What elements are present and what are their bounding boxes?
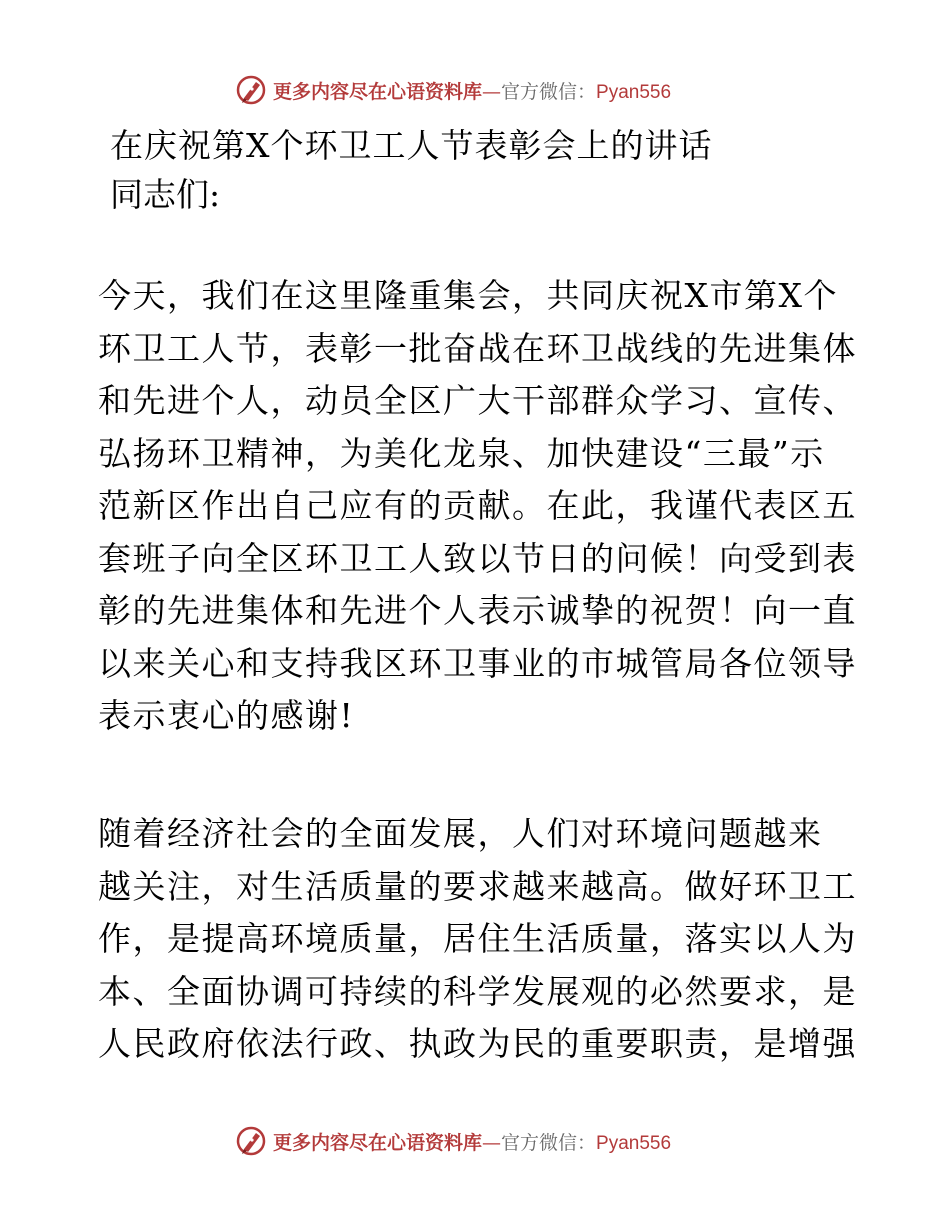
watermark-brand: 更多内容尽在心语资料库 <box>273 80 483 103</box>
paragraph <box>98 808 858 1071</box>
watermark-label: 官方微信： <box>501 80 597 103</box>
paragraph-line: 彰的先进集体和先进个人表示诚挚的祝贺！向一直 <box>98 591 857 630</box>
paragraph-line: 人民政府依法行政、执政为民的重要职责，是增强 <box>98 1024 857 1063</box>
pen-logo-icon <box>235 74 267 106</box>
watermark-brand: 更多内容尽在心语资料库 <box>273 1131 483 1154</box>
pen-logo-icon <box>235 1125 267 1157</box>
paragraph-line: 今天，我们在这里隆重集会，共同庆祝Ⅹ市第Ⅹ个 <box>98 276 838 315</box>
watermark-dash: — <box>482 1131 502 1154</box>
paragraph-line: 弘扬环卫精神，为美化龙泉、加快建设“三最”示 <box>98 433 825 473</box>
paragraph-line: 本、全面协调可持续的科学发展观的必然要求，是 <box>98 971 857 1011</box>
paragraph-line: 越关注，对生活质量的要求越来越高。做好环卫工 <box>98 866 857 906</box>
paragraph-line: 范新区作出自己应有的贡献。在此，我谨代表区五 <box>98 486 857 525</box>
paragraph <box>98 270 858 743</box>
watermark-handle: Pyan556 <box>596 1132 672 1154</box>
paragraph-line: 随着经济社会的全面发展，人们对环境问题越来 <box>98 814 823 853</box>
watermark-label: 官方微信： <box>501 1131 597 1154</box>
salutation: 同志们: <box>110 175 221 214</box>
paragraph-line: 环卫工人节，表彰一批奋战在环卫战线的先进集体 <box>98 328 857 368</box>
footer-watermark <box>235 1124 671 1158</box>
paragraph-line: 和先进个人，动员全区广大干部群众学习、宣传、 <box>98 381 857 420</box>
paragraph-line: 套班子向全区环卫工人致以节日的问候！向受到表 <box>98 538 857 578</box>
watermark-text <box>273 1128 671 1155</box>
watermark-text <box>273 77 671 104</box>
header-watermark <box>235 73 671 107</box>
paragraph-line: 以来关心和支持我区环卫事业的市城管局各位领导 <box>98 643 857 683</box>
paragraph-line: 表示衷心的感谢! <box>98 696 355 735</box>
watermark-dash: — <box>482 80 502 103</box>
document-title: 在庆祝第Ⅹ个环卫工人节表彰会上的讲话 <box>110 126 713 165</box>
watermark-handle: Pyan556 <box>596 81 672 103</box>
paragraph-line: 作，是提高环境质量，居住生活质量，落实以人为 <box>98 919 857 958</box>
